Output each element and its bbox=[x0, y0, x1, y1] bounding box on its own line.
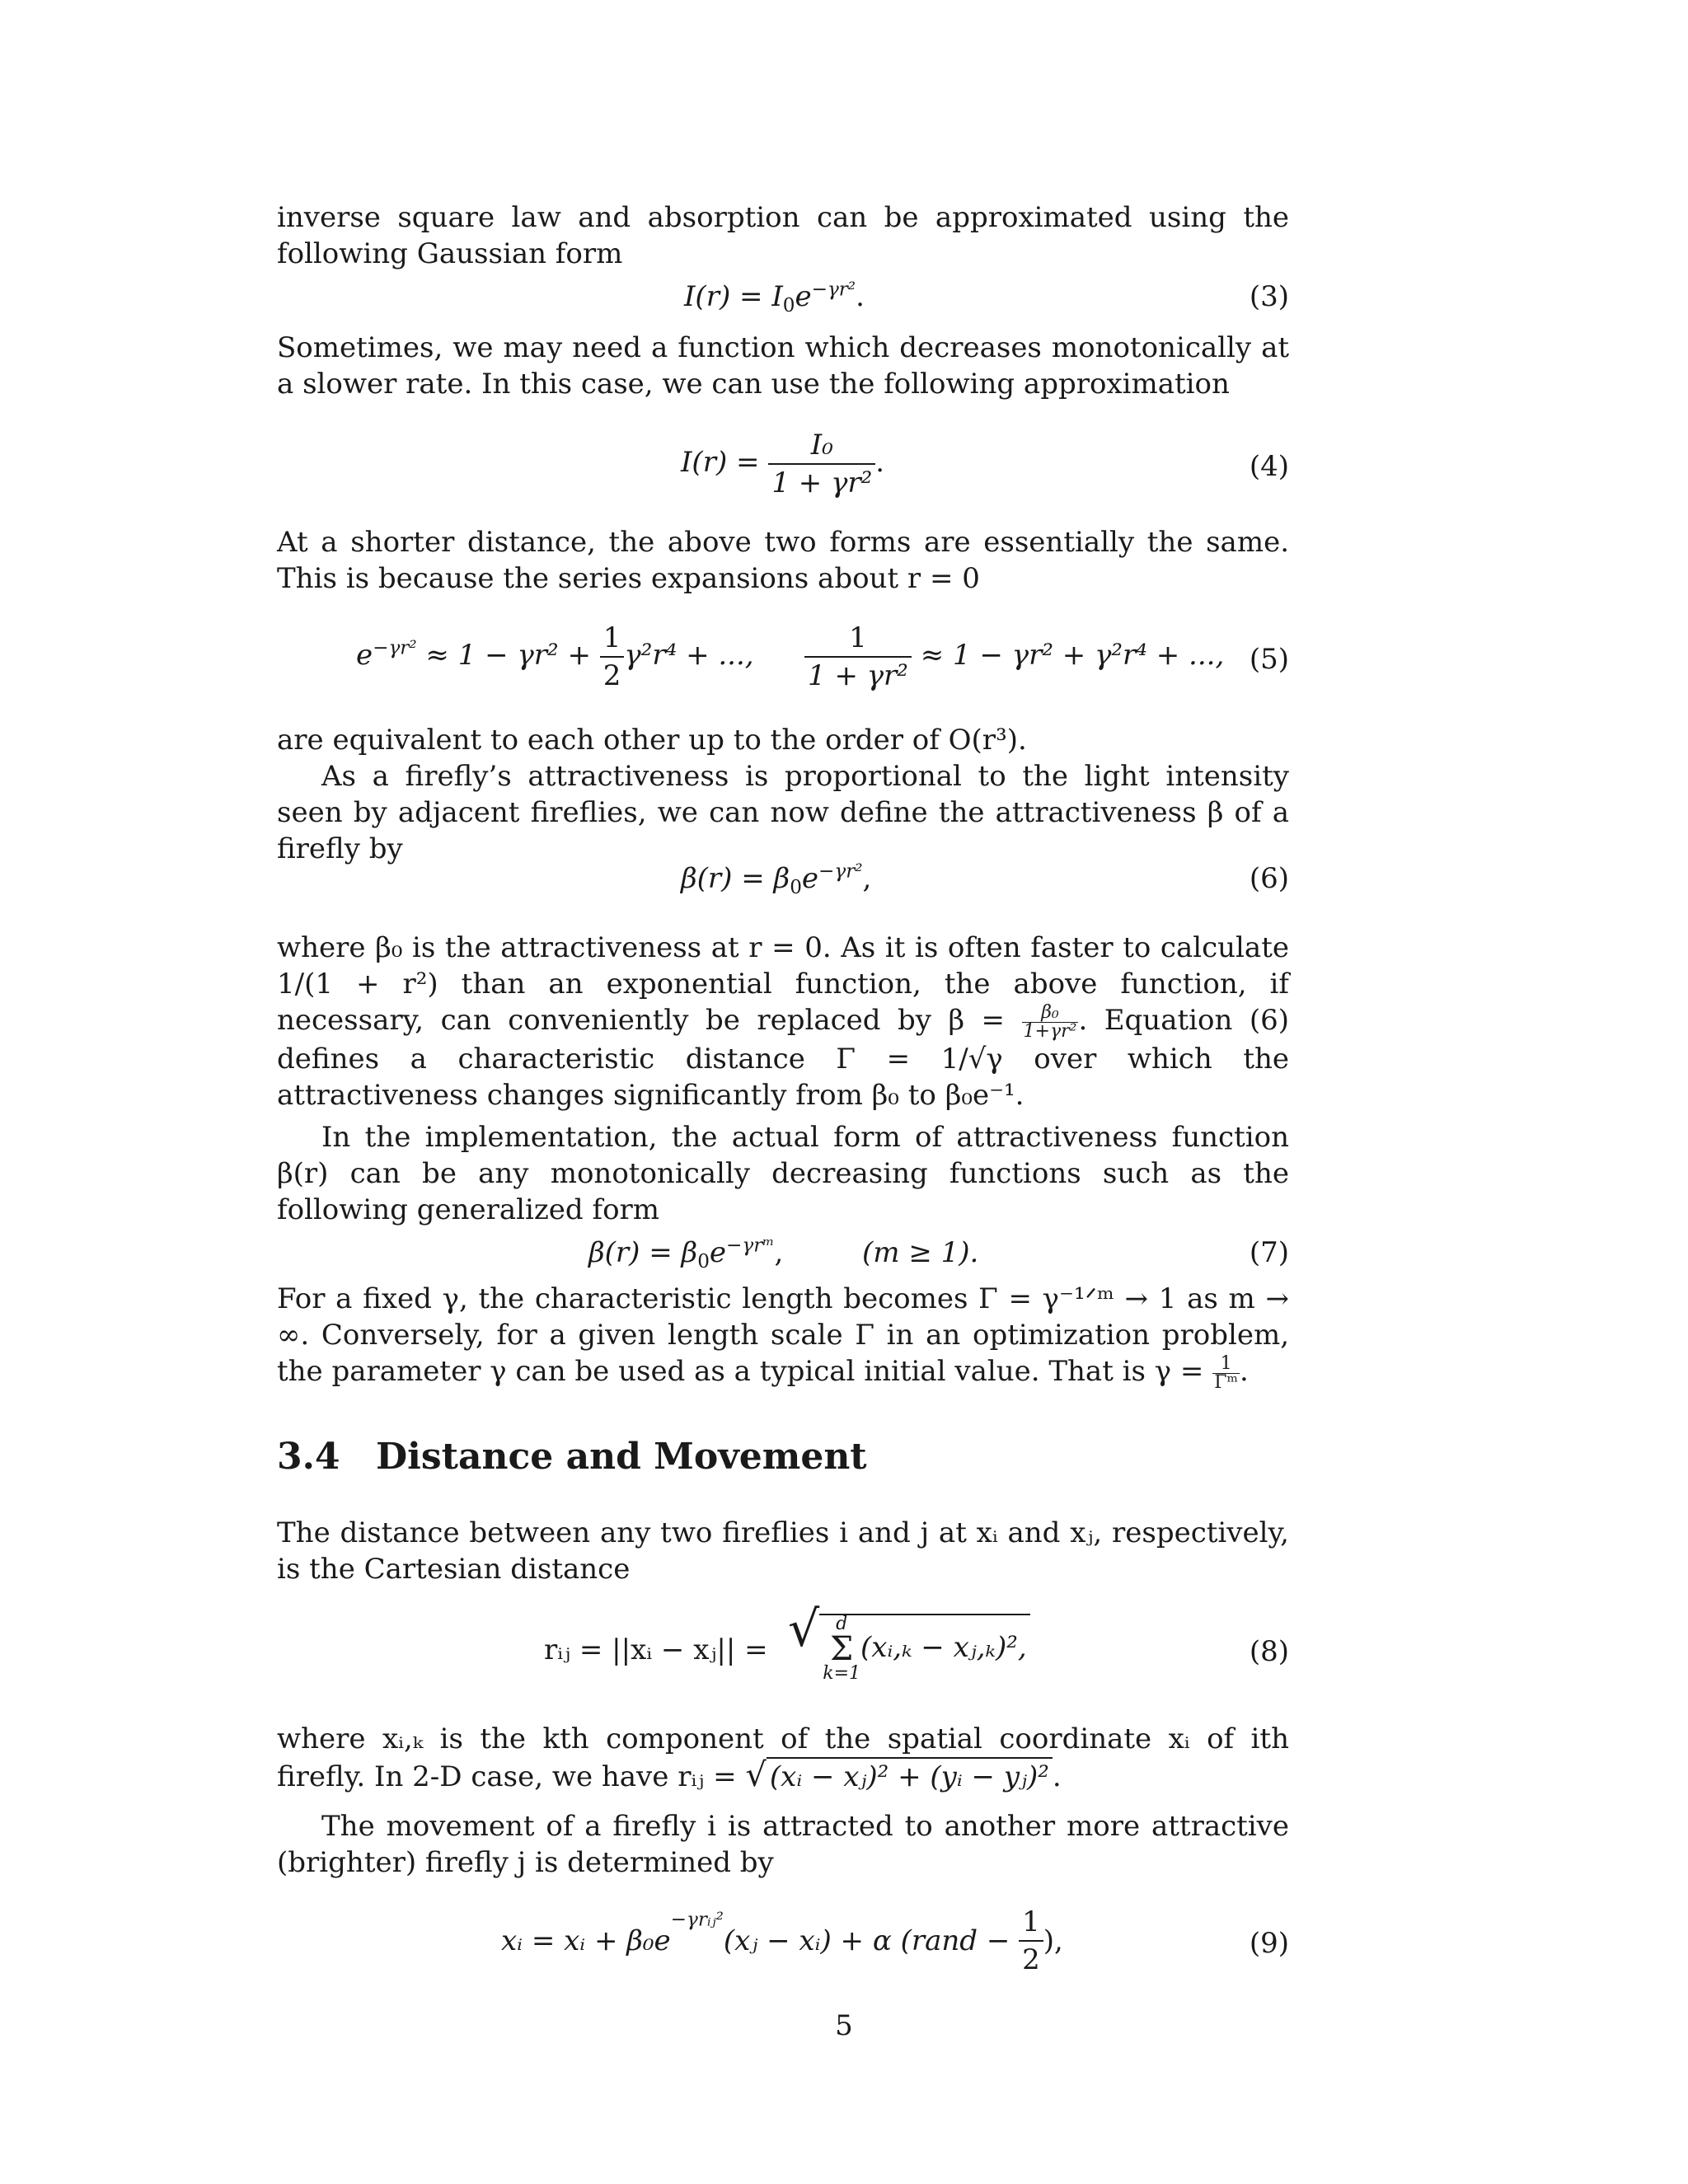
equation-number: (8) bbox=[1249, 1635, 1289, 1668]
text-part: . bbox=[1052, 1760, 1062, 1793]
equation-mid: (xⱼ − xᵢ) + α (rand − bbox=[723, 1924, 1020, 1957]
series-part: ≈ 1 − γr² + bbox=[416, 639, 600, 672]
equation-body bbox=[681, 860, 871, 897]
equation-exponent: −γr² bbox=[818, 860, 863, 883]
equation-number: (4) bbox=[1249, 450, 1289, 483]
fraction-numerator: 1 bbox=[1220, 1352, 1232, 1374]
sum-body: (xᵢ,ₖ − xⱼ,ₖ)², bbox=[860, 1631, 1027, 1664]
equation-body bbox=[684, 279, 865, 315]
text-part: . Equation (6) defines a characteristic distance Γ = 1/√γ over which the attractiveness changes significantly from β₀ to β₀e⁻¹. bbox=[277, 1004, 1289, 1112]
equation-number: (5) bbox=[1249, 643, 1289, 676]
sqrt-symbol: √ bbox=[788, 1601, 820, 1658]
equation-4 bbox=[277, 427, 1289, 509]
paragraph-text: The movement of a firefly i is attracted to another more attractive (brighter) firefly j is determined by bbox=[277, 1810, 1289, 1879]
equation-exponent: −γrᵐ bbox=[726, 1235, 775, 1257]
paragraph-attractiveness-definition bbox=[277, 930, 1289, 1113]
fraction-denominator: 2 bbox=[600, 656, 625, 694]
equation-lhs: I(r) = I bbox=[684, 280, 783, 313]
fraction-numerator: 1 bbox=[1022, 1905, 1040, 1938]
section-heading bbox=[277, 1436, 867, 1478]
equation-condition: (m ≥ 1). bbox=[862, 1236, 979, 1269]
sqrt-body bbox=[819, 1614, 1029, 1683]
paragraph-characteristic-length bbox=[277, 1281, 1289, 1392]
paragraph-2d-case bbox=[277, 1721, 1289, 1795]
equation-sqrt-sum bbox=[788, 1601, 1030, 1684]
sigma-symbol: Σ bbox=[829, 1630, 854, 1668]
text-part: where xᵢ,ₖ is the kth component of the spatial coordinate xᵢ of ith firefly. In 2-D case, we have rᵢⱼ = bbox=[277, 1722, 1289, 1793]
section-title: Distance and Movement bbox=[376, 1436, 867, 1478]
equation-body bbox=[681, 427, 884, 501]
equation-8 bbox=[277, 1601, 1289, 1706]
equation-subscript: 0 bbox=[782, 294, 795, 316]
equation-base: e bbox=[801, 862, 819, 895]
equation-tail: . bbox=[856, 280, 865, 313]
section-number: 3.4 bbox=[277, 1436, 340, 1478]
equation-tail: , bbox=[774, 1236, 784, 1269]
equation-5 bbox=[277, 620, 1289, 702]
equation-lhs: β(r) = β bbox=[588, 1236, 698, 1269]
equation-tail: , bbox=[862, 862, 872, 895]
equation-number: (7) bbox=[1249, 1236, 1289, 1269]
fraction-numerator: 1 bbox=[603, 621, 621, 654]
equation-base: e bbox=[795, 280, 812, 313]
paragraph-equivalence bbox=[277, 722, 1289, 867]
paragraph-text: are equivalent to each other up to the order of O(r³). bbox=[277, 724, 1027, 757]
fraction-denominator: Γᵐ bbox=[1214, 1371, 1238, 1393]
fraction-numerator: β₀ bbox=[1041, 1001, 1059, 1023]
paragraph-text: In the implementation, the actual form of attractiveness function β(r) can be any monotonically decreasing functions such as the following generalized form bbox=[277, 1121, 1289, 1226]
equation-number: (6) bbox=[1249, 862, 1289, 895]
equation-base: e bbox=[356, 639, 373, 672]
equation-left-series bbox=[356, 620, 754, 694]
equation-body bbox=[501, 1904, 1063, 1978]
equation-exponent: −γr² bbox=[811, 279, 856, 301]
text-part: where β₀ is the attractiveness at r = 0. As it is often faster to calculate 1/(1 + r²) than an exponential function, the above function, if necessary, can conveniently be replaced by β = bbox=[277, 931, 1289, 1037]
equation-3 bbox=[277, 275, 1289, 333]
paragraph-text: Sometimes, we may need a function which decreases monotonically at a slower rate. In this case, we can use the following approximation bbox=[277, 331, 1289, 401]
fraction-denominator: 2 bbox=[1019, 1940, 1043, 1978]
fraction bbox=[768, 427, 875, 501]
equation-right-series bbox=[804, 620, 1224, 694]
paragraph-text: inverse square law and absorption can be approximated using the following Gaussian form bbox=[277, 201, 1289, 270]
paragraph-gaussian-intro bbox=[277, 199, 1289, 272]
sum-upper-limit: d bbox=[836, 1614, 848, 1634]
fraction-half bbox=[600, 620, 625, 694]
sqrt-symbol: √ bbox=[745, 1756, 767, 1794]
inline-fraction bbox=[1022, 1001, 1079, 1042]
sqrt-body: (xᵢ − xⱼ)² + (yᵢ − yⱼ)² bbox=[767, 1757, 1053, 1795]
equation-lhs: β(r) = β bbox=[681, 862, 790, 895]
paragraph-series-intro bbox=[277, 524, 1289, 597]
paragraph-text bbox=[277, 1281, 1289, 1392]
paragraph-text bbox=[277, 930, 1289, 1113]
paragraph-text: As a firefly’s attractiveness is proportional to the light intensity seen by adjacent fireflies, we can now define the attractiveness β of a firefly by bbox=[277, 760, 1289, 865]
equation-9 bbox=[277, 1904, 1289, 1986]
equation-number: (3) bbox=[1249, 280, 1289, 313]
fraction-denominator: 1 + γr² bbox=[768, 463, 875, 501]
fraction-denominator: 1+γr² bbox=[1023, 1020, 1077, 1042]
equation-lhs: I(r) = bbox=[681, 446, 769, 479]
fraction bbox=[804, 620, 912, 694]
equation-body bbox=[588, 1235, 783, 1271]
paragraph-cartesian-distance bbox=[277, 1515, 1289, 1587]
fraction-denominator: 1 + γr² bbox=[804, 656, 912, 694]
paragraph-movement bbox=[277, 1808, 1289, 1881]
equation-tail: ), bbox=[1043, 1924, 1063, 1957]
series-part: γ²r⁴ + ..., bbox=[624, 639, 754, 672]
equation-6 bbox=[277, 857, 1289, 915]
paragraph-text: The distance between any two fireflies i and j at xᵢ and xⱼ, respectively, is the Cartesian distance bbox=[277, 1516, 1289, 1586]
equation-tail: . bbox=[875, 446, 885, 479]
equation-subscript: 0 bbox=[697, 1250, 710, 1272]
equation-lhs: rᵢⱼ = ||xᵢ − xⱼ|| = bbox=[544, 1633, 768, 1666]
fraction-half bbox=[1019, 1904, 1043, 1978]
paragraph-generalized-form bbox=[277, 1119, 1289, 1228]
sum-lower-limit: k=1 bbox=[823, 1663, 860, 1684]
summation bbox=[823, 1615, 860, 1683]
fraction-numerator: 1 bbox=[849, 621, 867, 654]
text-part: For a fixed γ, the characteristic length becomes Γ = γ⁻¹ᐟᵐ → 1 as m → ∞. Conversely, for a given length scale Γ in an optimization problem, the parameter γ can be used as a typical initial value. That is γ = bbox=[277, 1282, 1289, 1388]
text-part: . bbox=[1240, 1355, 1249, 1388]
inline-fraction bbox=[1212, 1352, 1240, 1393]
equation-lhs: xᵢ = xᵢ + β₀e bbox=[501, 1924, 671, 1957]
paragraph-slower-rate bbox=[277, 330, 1289, 402]
equation-base: e bbox=[709, 1236, 727, 1269]
equation-exponent: −γr² bbox=[373, 637, 417, 659]
page-number: 5 bbox=[835, 2009, 853, 2042]
equation-exponent: −γrᵢⱼ² bbox=[670, 1909, 724, 1931]
equation-subscript: 0 bbox=[790, 876, 802, 898]
equation-number: (9) bbox=[1249, 1927, 1289, 1960]
paragraph-text: At a shorter distance, the above two forms are essentially the same. This is because the series expansions about r = 0 bbox=[277, 526, 1289, 595]
series-part: ≈ 1 − γr² + γ²r⁴ + ..., bbox=[911, 639, 1225, 672]
fraction-numerator: I₀ bbox=[810, 429, 833, 462]
paragraph-text bbox=[277, 1721, 1289, 1795]
